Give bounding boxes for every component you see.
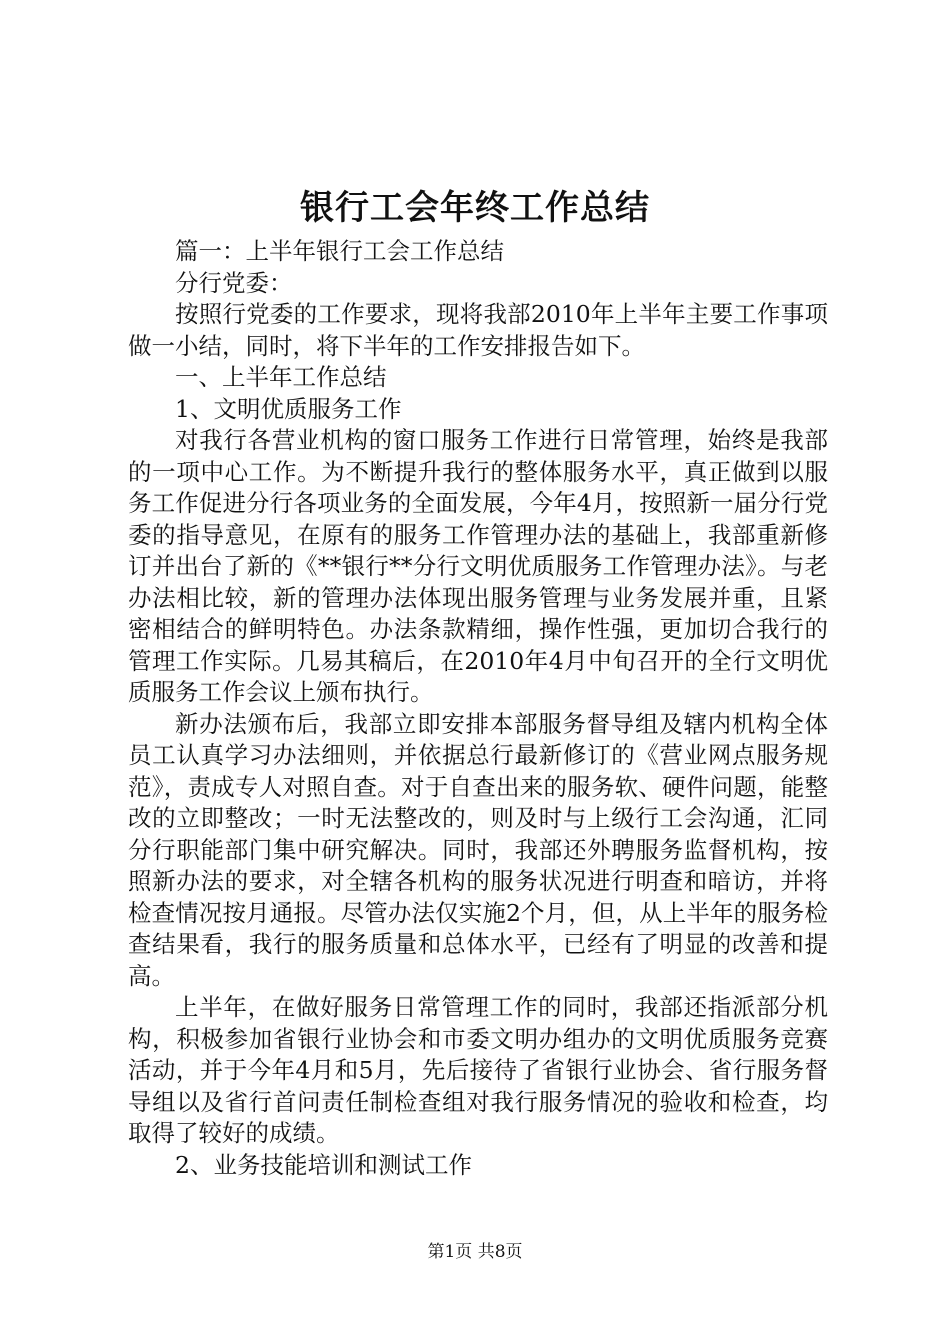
salutation: 分行党委： — [175, 268, 293, 297]
paragraph-service-management: 对我行各营业机构的窗口服务工作进行日常管理，始终是我部的一项中心工作。为不断提升我行的整体服务水平，真正做到以服务工作促进分行各项业务的全面发展，今年4月，按照新一届分行党委的指导意见，在原有的服务工作管理办法的基础上，我部重新修订并出台了新的《**银行**分行文明优质服务工作管理办法》。与老办法相比较，新的管理办法体现出服务管理与业务发展并重，且紧密相结合的鲜明特色。办法条款精细，操作性强，更加切合我行的管理工作实际。几易其稿后，在2010年4月中旬召开的全行文明优质服务工作会议上颁布执行。 — [128, 426, 828, 706]
document-body — [128, 236, 828, 1181]
paragraph-new-measures: 新办法颁布后，我部立即安排本部服务督导组及辖内机构全体员工认真学习办法细则，并依据总行最新修订的《营业网点服务规范》，责成专人对照自查。对于自查出来的服务软、硬件问题，能整改的立即整改；一时无法整改的，则及时与上级行工会沟通，汇同分行职能部门集中研究解决。同时，我部还外聘服务监督机构，按照新办法的要求，对全辖各机构的服务状况进行明查和暗访，并将检查情况按月通报。尽管办法仅实施2个月，但，从上半年的服务检查结果看，我行的服务质量和总体水平，已经有了明显的改善和提高。 — [128, 709, 828, 990]
heading-skills-training: 2、业务技能培训和测试工作 — [175, 1150, 472, 1179]
intro-paragraph: 按照行党委的工作要求，现将我部2010年上半年主要工作事项做一小结，同时，将下半年的工作安排报告如下。 — [128, 300, 828, 360]
section-heading-part-one: 篇一：上半年银行工会工作总结 — [175, 237, 504, 265]
page-footer: 第1页 共8页 — [427, 1242, 523, 1262]
heading-first-half-summary: 一、上半年工作总结 — [175, 363, 387, 391]
heading-service-work: 1、文明优质服务工作 — [175, 394, 402, 423]
paragraph-competition: 上半年，在做好服务日常管理工作的同时，我部还指派部分机构，积极参加省银行业协会和市委文明办组办的文明优质服务竞赛活动，并于今年4月和5月，先后接待了省银行业协会、省行服务督导组以及省行首问责任制检查组对我行服务情况的验收和检查，均取得了较好的成绩。 — [128, 993, 828, 1147]
document-title: 银行工会年终工作总结 — [300, 188, 650, 228]
